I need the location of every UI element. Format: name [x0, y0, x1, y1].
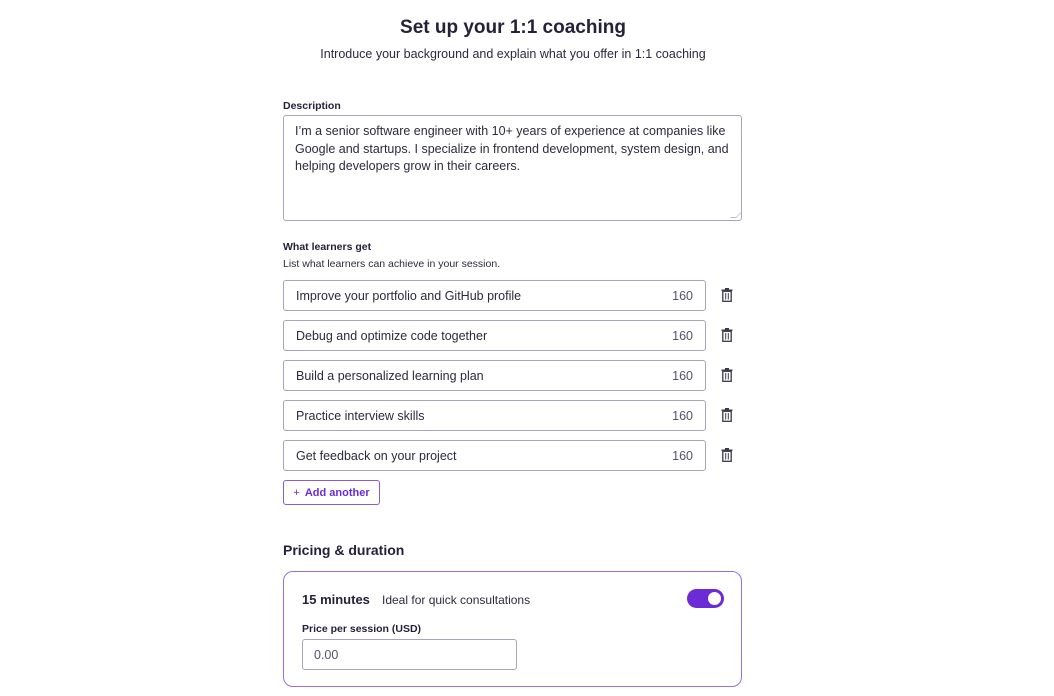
- learner-item-input[interactable]: [283, 320, 706, 351]
- toggle-knob: [708, 592, 721, 605]
- learner-item-input[interactable]: [283, 360, 706, 391]
- trash-icon[interactable]: [721, 368, 733, 382]
- char-count: 160: [672, 448, 693, 463]
- price-label: Price per session (USD): [302, 623, 422, 635]
- trash-icon[interactable]: [721, 328, 733, 342]
- duration-label: 15 minutes: [302, 592, 370, 607]
- learner-item-text: Practice interview skills: [296, 408, 425, 423]
- trash-icon[interactable]: [721, 408, 733, 422]
- plus-icon: +: [293, 486, 300, 499]
- char-count: 160: [672, 408, 693, 423]
- description-label: Description: [283, 100, 341, 112]
- learner-item-text: Improve your portfolio and GitHub profile: [296, 288, 522, 303]
- page-title: Set up your 1:1 coaching: [400, 17, 626, 38]
- learners-hint: List what learners can achieve in your session.: [283, 258, 501, 270]
- learner-item-text: Debug and optimize code together: [296, 328, 488, 343]
- trash-icon[interactable]: [721, 288, 733, 302]
- add-another-button[interactable]: [283, 480, 380, 505]
- char-count: 160: [672, 368, 693, 383]
- pricing-heading: Pricing & duration: [283, 542, 405, 558]
- duration-description: Ideal for quick consultations: [382, 593, 531, 607]
- learners-label: What learners get: [283, 241, 372, 253]
- learner-item-text: Build a personalized learning plan: [296, 368, 484, 383]
- price-value: 0.00: [314, 647, 339, 662]
- add-another-label: Add another: [304, 486, 370, 499]
- learner-item-text: Get feedback on your project: [296, 448, 457, 463]
- trash-icon[interactable]: [721, 448, 733, 462]
- learner-item-input[interactable]: [283, 440, 706, 471]
- description-text: I’m a senior software engineer with 10+ years of experience at companies like Google and startups. I specialize in frontend development, system design, and helping developers grow in their careers.: [295, 124, 729, 173]
- learner-item-input[interactable]: [283, 280, 706, 311]
- char-count: 160: [672, 288, 693, 303]
- description-textarea[interactable]: [283, 115, 742, 221]
- page-subtitle: Introduce your background and explain what you offer in 1:1 coaching: [320, 47, 706, 61]
- duration-card: [283, 571, 742, 687]
- learner-item-input[interactable]: [283, 400, 706, 431]
- char-count: 160: [672, 328, 693, 343]
- resize-handle[interactable]: [730, 212, 742, 218]
- duration-toggle[interactable]: [687, 589, 724, 608]
- price-input[interactable]: [302, 639, 517, 670]
